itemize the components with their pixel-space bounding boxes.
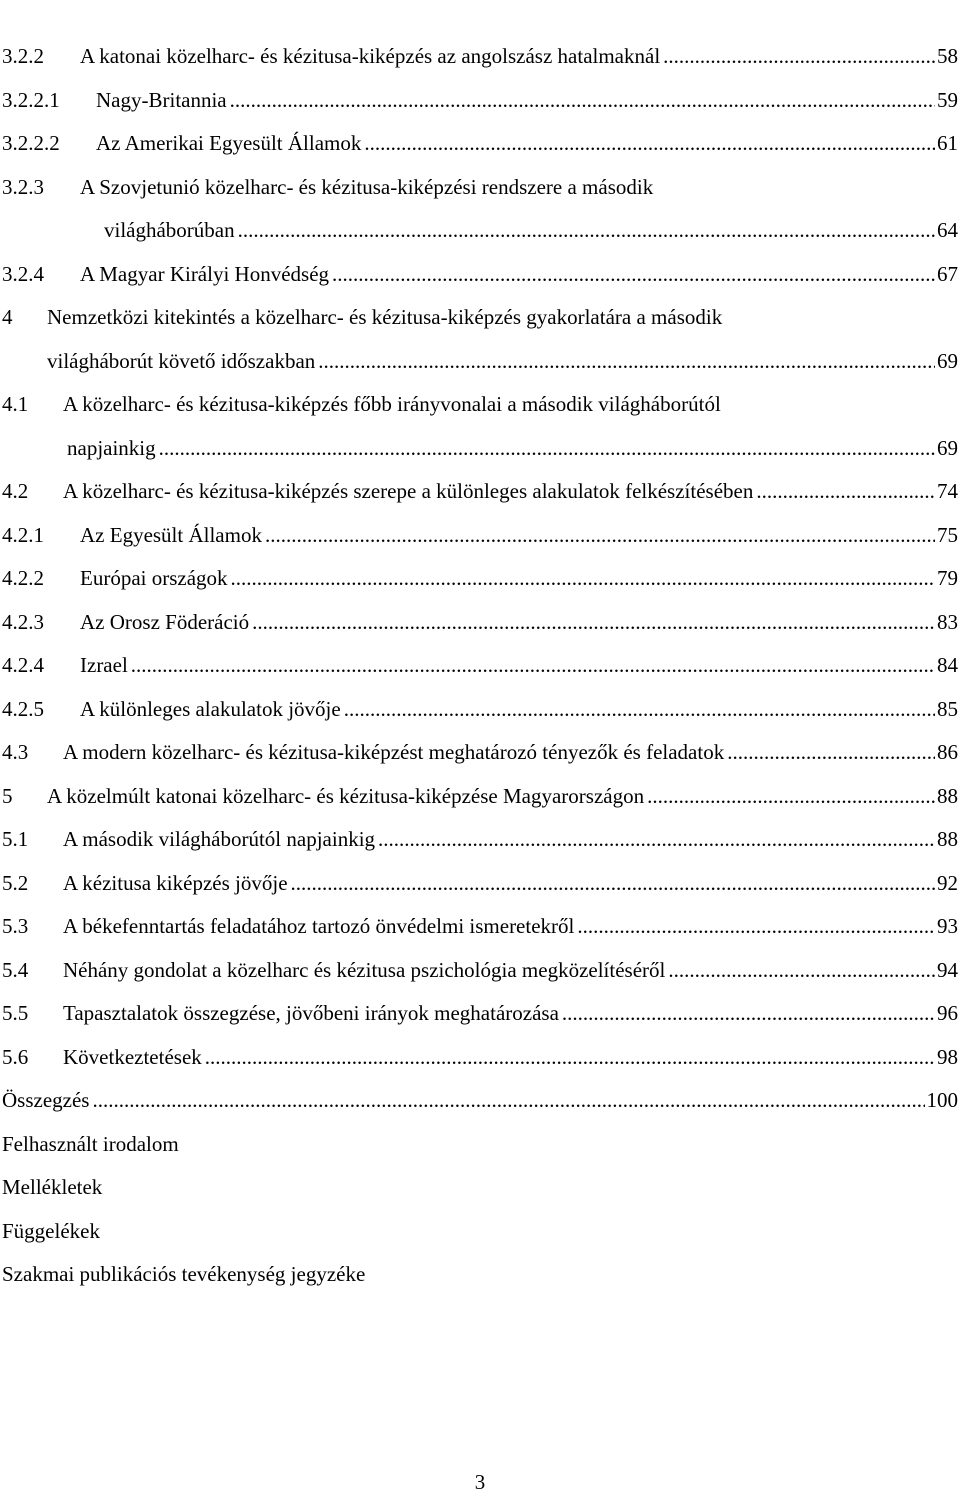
toc-entry[interactable] <box>63 1042 958 1072</box>
toc-title-line1: A közelharc- és kézitusa-kiképzés főbb irányvonalai a második világháborútól <box>63 392 721 416</box>
toc-number: 3.2.2.1 <box>2 88 60 112</box>
toc-entry[interactable] <box>47 346 958 376</box>
toc-number: 5.6 <box>2 1045 29 1069</box>
toc-page: 98 <box>937 1045 958 1069</box>
toc-plain-entry[interactable]: Mellékletek <box>2 1175 103 1199</box>
toc-page: 59 <box>937 88 958 112</box>
toc-title: Nagy-Britannia <box>96 88 227 112</box>
dot-leader <box>252 607 935 637</box>
toc-title: A különleges alakulatok jövője <box>80 697 341 721</box>
toc-number: 4.3 <box>2 740 29 764</box>
toc-entry[interactable] <box>63 911 958 941</box>
dot-leader <box>332 259 935 289</box>
toc-number: 4.2 <box>2 479 29 503</box>
toc-page: 92 <box>937 871 958 895</box>
toc-title: világháborúban <box>104 218 235 242</box>
dot-leader <box>756 476 935 506</box>
toc-title: A közelharc- és kézitusa-kiképzés szerepe a különleges alakulatok felkészítésében <box>63 479 754 503</box>
toc-title: napjainkig <box>67 436 156 460</box>
toc-page: 69 <box>937 349 958 373</box>
toc-entry[interactable] <box>96 128 958 158</box>
toc-number: 5.3 <box>2 914 29 938</box>
toc-page: 94 <box>937 958 958 982</box>
toc-title: Európai országok <box>80 566 228 590</box>
toc-entry[interactable] <box>63 868 958 898</box>
toc-number: 3.2.4 <box>2 262 44 286</box>
dot-leader <box>265 520 935 550</box>
toc-number: 4.2.5 <box>2 697 44 721</box>
toc-title-line1: A Szovjetunió közelharc- és kézitusa-kiképzési rendszere a második <box>80 175 654 199</box>
toc-plain-entry[interactable]: Szakmai publikációs tevékenység jegyzéke <box>2 1262 366 1286</box>
toc-page: 84 <box>937 653 958 677</box>
dot-leader <box>344 694 935 724</box>
toc-entry[interactable] <box>80 694 958 724</box>
toc-entry[interactable] <box>2 1085 958 1115</box>
toc-title: Következtetések <box>63 1045 202 1069</box>
toc-number: 4.2.1 <box>2 523 44 547</box>
toc-entry[interactable] <box>63 824 958 854</box>
toc-title: A második világháborútól napjainkig <box>63 827 376 851</box>
toc-entry[interactable] <box>80 41 958 71</box>
toc-entry[interactable] <box>80 520 958 550</box>
toc-title: A katonai közelharc- és kézitusa-kiképzés az angolszász hatalmaknál <box>80 44 661 68</box>
toc-title-line1: Nemzetközi kitekintés a közelharc- és kézitusa-kiképzés gyakorlatára a második <box>47 305 723 329</box>
toc-page: 61 <box>937 131 958 155</box>
dot-leader <box>291 868 935 898</box>
toc-page: 74 <box>937 479 958 503</box>
toc-page: 100 <box>926 1088 958 1112</box>
toc-page: 88 <box>937 827 958 851</box>
toc-title: Az Amerikai Egyesült Államok <box>96 131 362 155</box>
toc-number: 3.2.2 <box>2 44 44 68</box>
toc-title: A közelmúlt katonai közelharc- és kézitusa-kiképzése Magyarországon <box>47 784 645 808</box>
dot-leader <box>562 998 935 1028</box>
toc-number: 4.2.4 <box>2 653 44 677</box>
toc-entry[interactable] <box>80 563 958 593</box>
toc-page: 64 <box>937 218 958 242</box>
toc-entry[interactable] <box>80 607 958 637</box>
toc-entry[interactable] <box>80 259 958 289</box>
toc-number: 5.4 <box>2 958 29 982</box>
toc-number: 5 <box>2 784 13 808</box>
toc-page: 93 <box>937 914 958 938</box>
dot-leader <box>727 737 935 767</box>
dot-leader <box>205 1042 935 1072</box>
toc-title: A Magyar Királyi Honvédség <box>80 262 330 286</box>
dot-leader <box>577 911 935 941</box>
toc-number: 5.1 <box>2 827 29 851</box>
toc-entry[interactable] <box>96 85 958 115</box>
dot-leader <box>230 85 935 115</box>
dot-leader <box>318 346 935 376</box>
toc-page: 96 <box>937 1001 958 1025</box>
dot-leader <box>647 781 935 811</box>
dot-leader <box>231 563 935 593</box>
toc-entry[interactable] <box>104 215 958 245</box>
toc-title: A kézitusa kiképzés jövője <box>63 871 288 895</box>
dot-leader <box>92 1085 924 1115</box>
dot-leader <box>159 433 935 463</box>
toc-entry[interactable] <box>80 650 958 680</box>
toc-page: 85 <box>937 697 958 721</box>
toc-page: 67 <box>937 262 958 286</box>
toc-number: 4.1 <box>2 392 29 416</box>
toc-page: 83 <box>937 610 958 634</box>
toc-entry[interactable] <box>63 955 958 985</box>
toc-entry[interactable] <box>67 433 958 463</box>
toc-title: világháborút követő időszakban <box>47 349 316 373</box>
toc-page: 75 <box>937 523 958 547</box>
toc-title: A modern közelharc- és kézitusa-kiképzést meghatározó tényezők és feladatok <box>63 740 725 764</box>
toc-number: 5.2 <box>2 871 29 895</box>
dot-leader <box>668 955 935 985</box>
toc-number: 3.2.2.2 <box>2 131 60 155</box>
toc-entry[interactable] <box>63 737 958 767</box>
toc-title: Az Egyesült Államok <box>80 523 262 547</box>
dot-leader <box>238 215 935 245</box>
toc-number: 3.2.3 <box>2 175 44 199</box>
page-number: 3 <box>474 1470 486 1494</box>
dot-leader <box>131 650 935 680</box>
toc-title: A békefenntartás feladatához tartozó önvédelmi ismeretekről <box>63 914 575 938</box>
toc-entry[interactable] <box>63 998 958 1028</box>
toc-title: Az Orosz Föderáció <box>80 610 250 634</box>
toc-number: 4.2.2 <box>2 566 44 590</box>
toc-plain-entry[interactable]: Felhasznált irodalom <box>2 1132 179 1156</box>
toc-page: 58 <box>937 44 958 68</box>
toc-page: 86 <box>937 740 958 764</box>
toc-title: Néhány gondolat a közelharc és kézitusa pszichológia megközelítéséről <box>63 958 666 982</box>
toc-entry[interactable] <box>47 781 958 811</box>
toc-title: Tapasztalatok összegzése, jövőbeni irányok meghatározása <box>63 1001 559 1025</box>
toc-entry[interactable] <box>63 476 958 506</box>
toc-plain-entry[interactable]: Függelékek <box>2 1219 100 1243</box>
toc-number: 4 <box>2 305 13 329</box>
toc-number: 5.5 <box>2 1001 29 1025</box>
toc-title: Összegzés <box>2 1088 90 1112</box>
dot-leader <box>663 41 935 71</box>
toc-page: 79 <box>937 566 958 590</box>
dot-leader <box>364 128 935 158</box>
toc-page: 88 <box>937 784 958 808</box>
toc-title: Izrael <box>80 653 128 677</box>
toc-number: 4.2.3 <box>2 610 44 634</box>
toc-page: 69 <box>937 436 958 460</box>
dot-leader <box>378 824 935 854</box>
